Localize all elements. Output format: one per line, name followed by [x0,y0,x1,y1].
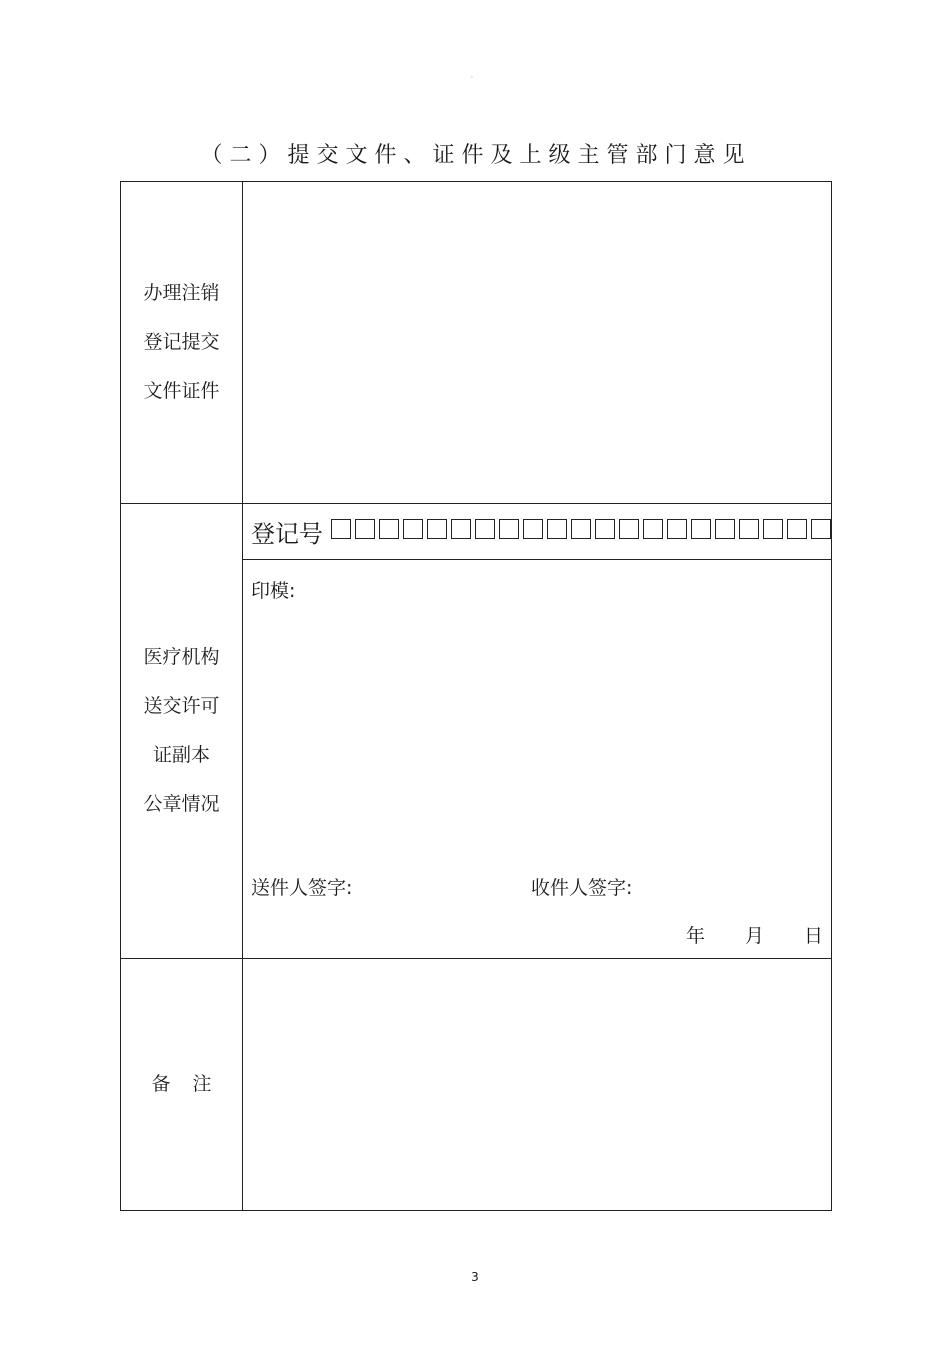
remarks-label: 备注 [151,1072,234,1095]
registration-digit-box[interactable] [427,519,447,539]
registration-number-label: 登记号 [251,520,323,549]
remarks-content-cell[interactable] [243,958,832,1210]
registration-digit-box[interactable] [811,519,831,539]
date-month-label: 月 [744,925,764,948]
form-table [120,181,832,1211]
documents-content-cell[interactable] [243,182,832,504]
registration-digit-box[interactable] [643,519,663,539]
registration-digit-box[interactable] [571,519,591,539]
receiver-signature-label: 收件人签字: [531,877,633,900]
registration-number-boxes[interactable] [331,519,831,539]
license-copy-label-line-4: 公章情况 [143,793,220,816]
documents-label-line-2: 登记提交 [143,331,220,354]
registration-digit-box[interactable] [499,519,519,539]
license-copy-label-line-2: 送交许可 [143,695,220,718]
registration-digit-box[interactable] [691,519,711,539]
documents-label-cell [121,182,243,504]
seal-impression-label: 印模: [251,580,296,603]
registration-digit-box[interactable] [667,519,687,539]
documents-row [121,182,832,504]
page-number: 3 [471,1270,479,1284]
documents-label-line-1: 办理注销 [143,282,220,305]
license-copy-content-cell [243,504,832,958]
license-copy-label-line-3: 证副本 [152,744,210,767]
date-year-label: 年 [685,925,705,948]
registration-digit-box[interactable] [595,519,615,539]
registration-digit-box[interactable] [475,519,495,539]
license-copy-label-cell [121,504,243,958]
header-mark: ◦ [470,74,474,81]
documents-label-line-3: 文件证件 [143,380,220,403]
registration-digit-box[interactable] [739,519,759,539]
registration-digit-box[interactable] [763,519,783,539]
page-title: （二）提交文件、证件及上级主管部门意见 [200,143,752,168]
sender-signature-label: 送件人签字: [251,877,353,900]
date-line [686,921,823,948]
registration-digit-box[interactable] [619,519,639,539]
remarks-row [121,958,832,1210]
registration-digit-box[interactable] [715,519,735,539]
registration-number-line [243,504,831,560]
registration-digit-box[interactable] [331,519,351,539]
registration-digit-box[interactable] [523,519,543,539]
date-day-label: 日 [803,925,823,948]
registration-digit-box[interactable] [355,519,375,539]
license-copy-row [121,504,832,958]
registration-digit-box[interactable] [547,519,567,539]
registration-digit-box[interactable] [403,519,423,539]
registration-digit-box[interactable] [451,519,471,539]
registration-digit-box[interactable] [787,519,807,539]
remarks-label-cell [121,958,243,1210]
registration-digit-box[interactable] [379,519,399,539]
license-copy-label-line-1: 医疗机构 [143,646,220,669]
